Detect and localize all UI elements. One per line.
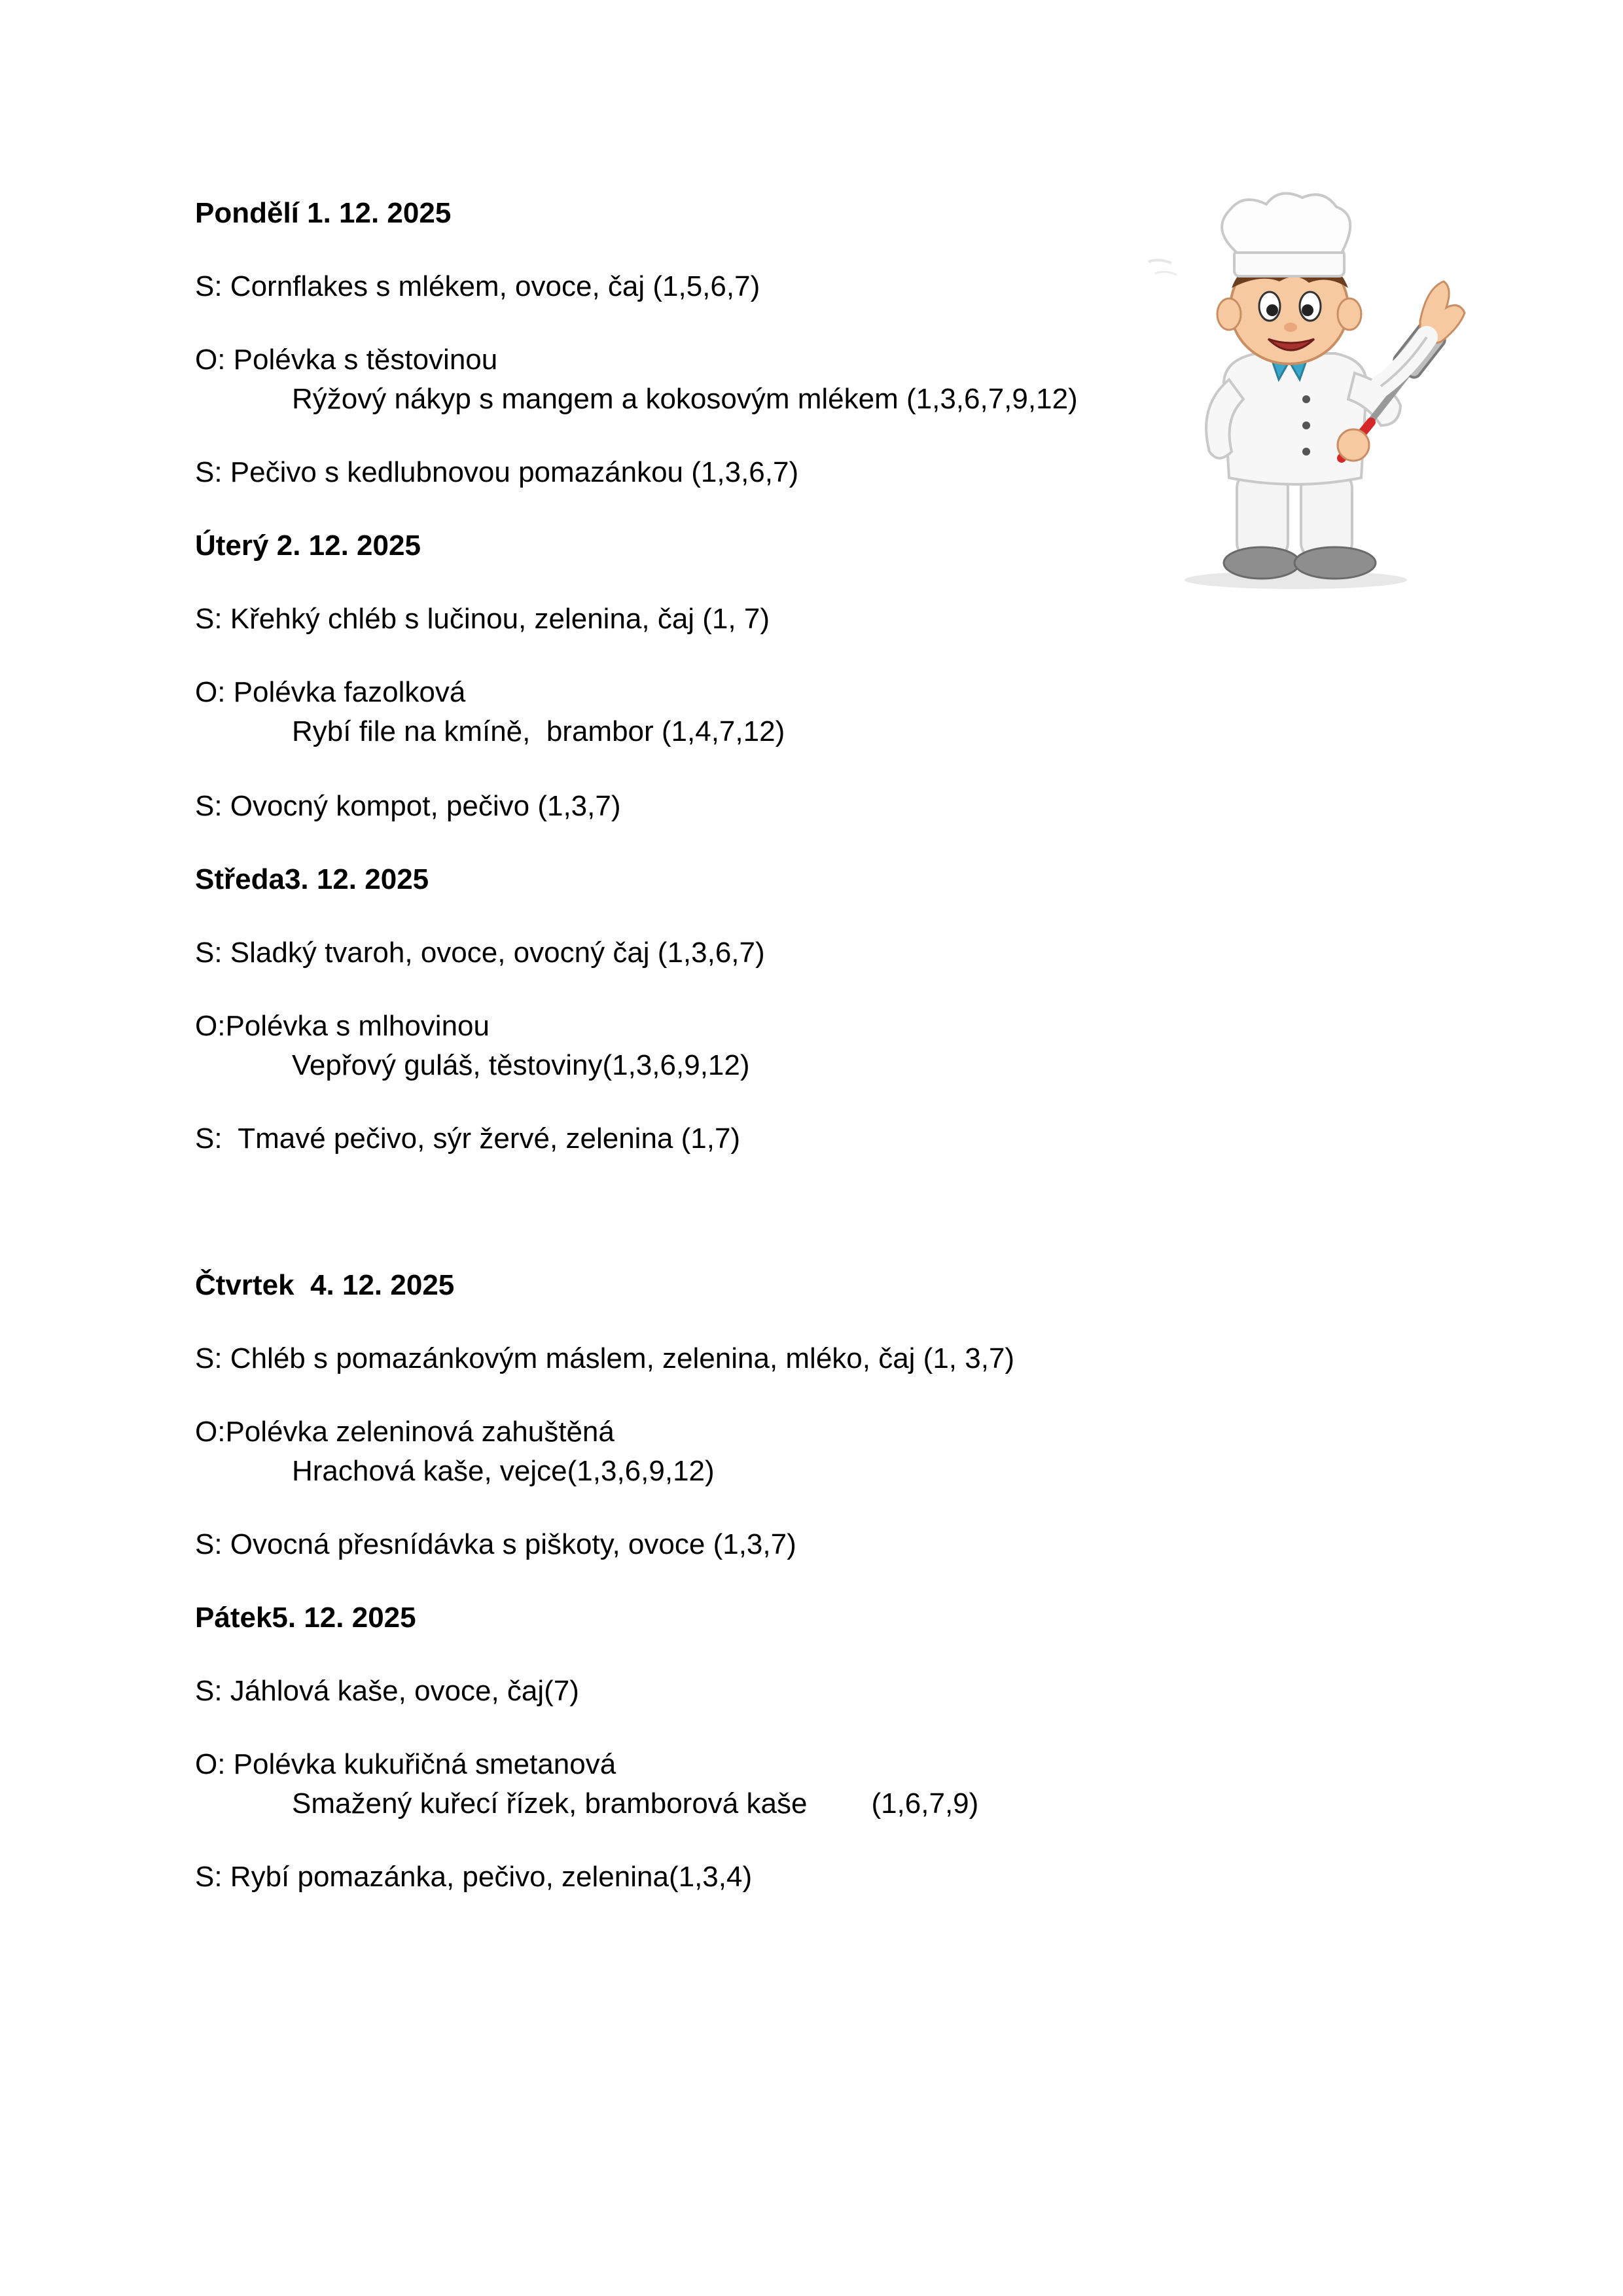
afternoon-snack-wednesday: S: Tmavé pečivo, sýr žervé, zelenina (1,7) bbox=[195, 1122, 741, 1155]
lunch-main-thursday: Hrachová kaše, vejce(1,3,6,9,12) bbox=[292, 1455, 715, 1487]
lunch-soup-friday: O: Polévka kukuřičná smetanová bbox=[195, 1748, 616, 1780]
day-title-wednesday: Středa3. 12. 2025 bbox=[195, 863, 429, 895]
day-title-thursday: Čtvrtek 4. 12. 2025 bbox=[195, 1269, 455, 1301]
afternoon-snack-friday: S: Rybí pomazánka, pečivo, zelenina(1,3,4) bbox=[195, 1861, 753, 1893]
morning-snack-thursday: S: Chléb s pomazánkovým máslem, zelenina, mléko, čaj (1, 3,7) bbox=[195, 1342, 1015, 1374]
lunch-main-tuesday: Rybí file na kmíně, brambor (1,4,7,12) bbox=[292, 715, 785, 747]
morning-snack-friday: S: Jáhlová kaše, ovoce, čaj(7) bbox=[195, 1675, 579, 1707]
day-title-tuesday: Úterý 2. 12. 2025 bbox=[195, 529, 421, 562]
lunch-main-friday-text: Smažený kuřecí řízek, bramborová kaše bbox=[292, 1787, 808, 1820]
day-title-friday: Pátek5. 12. 2025 bbox=[195, 1602, 416, 1634]
morning-snack-monday: S: Cornflakes s mlékem, ovoce, čaj (1,5,6,7) bbox=[195, 270, 760, 302]
day-title-monday: Pondělí 1. 12. 2025 bbox=[195, 197, 452, 229]
lunch-main-friday-allergens: (1,6,7,9) bbox=[871, 1787, 979, 1820]
afternoon-snack-monday: S: Pečivo s kedlubnovou pomazánkou (1,3,6,7) bbox=[195, 456, 799, 488]
lunch-main-monday: Rýžový nákyp s mangem a kokosovým mlékem (1,3,6,7,9,12) bbox=[292, 383, 1078, 415]
lunch-soup-thursday: O:Polévka zeleninová zahuštěná bbox=[195, 1416, 615, 1448]
morning-snack-tuesday: S: Křehký chléb s lučinou, zelenina, čaj (1, 7) bbox=[195, 603, 770, 635]
chef-cartoon-icon bbox=[1145, 190, 1486, 596]
lunch-main-wednesday: Vepřový guláš, těstoviny(1,3,6,9,12) bbox=[292, 1049, 750, 1081]
lunch-soup-tuesday: O: Polévka fazolková bbox=[195, 676, 466, 708]
lunch-main-friday bbox=[292, 1785, 978, 1822]
lunch-soup-monday: O: Polévka s těstovinou bbox=[195, 344, 498, 376]
lunch-soup-wednesday: O:Polévka s mlhovinou bbox=[195, 1010, 490, 1042]
afternoon-snack-tuesday: S: Ovocný kompot, pečivo (1,3,7) bbox=[195, 790, 621, 822]
afternoon-snack-thursday: S: Ovocná přesnídávka s piškoty, ovoce (1,3,7) bbox=[195, 1528, 796, 1560]
morning-snack-wednesday: S: Sladký tvaroh, ovoce, ovocný čaj (1,3,6,7) bbox=[195, 937, 765, 969]
